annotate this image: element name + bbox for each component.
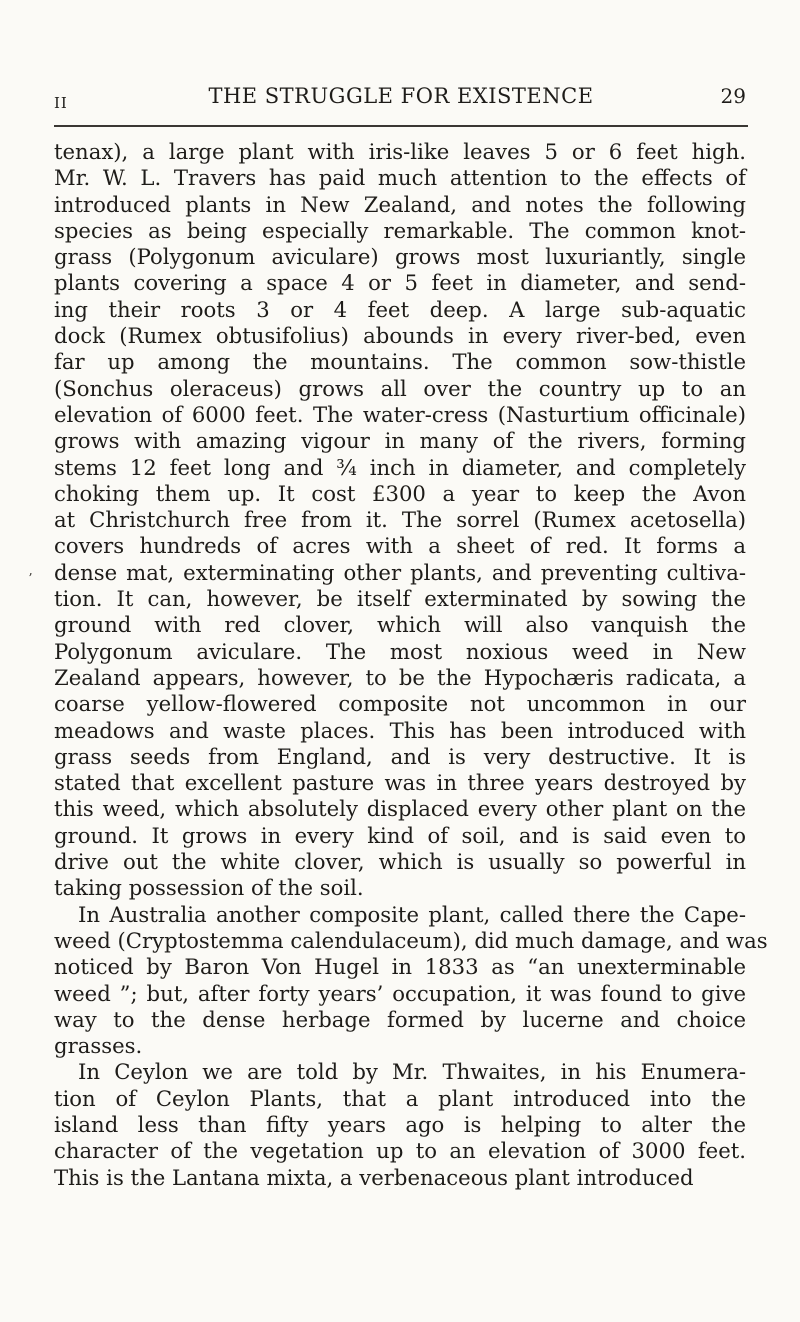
text-line: weed ”; but, after forty years’ occupation, it was found to give xyxy=(54,980,746,1006)
text-line: grows with amazing vigour in many of the rivers, forming xyxy=(54,428,746,454)
text-line: noticed by Baron Von Hugel in 1833 as “an unexterminable xyxy=(54,954,746,980)
text-line: Zealand appears, however, to be the Hypochæris radicata, a xyxy=(54,664,746,690)
text-line: tion of Ceylon Plants, that a plant introduced into the xyxy=(54,1085,746,1111)
text-line: this weed, which absolutely displaced every other plant on the xyxy=(54,796,746,822)
text-line: (Sonchus oleraceus) grows all over the country up to an xyxy=(54,375,746,401)
margin-mark: ʼ xyxy=(28,572,33,587)
text-line: grasses. xyxy=(54,1033,143,1059)
text-line: covers hundreds of acres with a sheet of red. It forms a xyxy=(54,533,746,559)
text-line: In Australia another composite plant, called there the Cape- xyxy=(78,901,746,927)
text-line: tenax), a large plant with iris-like leaves 5 or 6 feet high. xyxy=(54,139,746,164)
text-line: introduced plants in New Zealand, and notes the following xyxy=(54,191,746,217)
text-line: This is the Lantana mixta, a verbenaceous plant introduced xyxy=(54,1164,694,1190)
running-title: THE STRUGGLE FOR EXISTENCE xyxy=(208,84,594,108)
text-line: Polygonum aviculare. The most noxious weed in New xyxy=(54,638,746,664)
text-line: coarse yellow-flowered composite not uncommon in our xyxy=(54,691,746,717)
text-line: weed (Cryptostemma calendulaceum), did much damage, and was xyxy=(54,927,768,953)
text-line: drive out the white clover, which is usually so powerful in xyxy=(54,849,746,875)
text-line: way to the dense herbage formed by lucerne and choice xyxy=(54,1006,746,1032)
text-line: elevation of 6000 feet. The water-cress (Nasturtium officinale) xyxy=(54,401,746,427)
text-line: tion. It can, however, be itself exterminated by sowing the xyxy=(54,586,746,612)
text-line: far up among the mountains. The common sow-thistle xyxy=(54,349,746,375)
header-rule xyxy=(54,125,748,127)
text-line: ground. It grows in every kind of soil, and is said even to xyxy=(54,822,746,848)
chapter-numeral: II xyxy=(54,94,68,112)
text-line: In Ceylon we are told by Mr. Thwaites, in his Enumera- xyxy=(78,1059,746,1085)
text-line: grass seeds from England, and is very destructive. It is xyxy=(54,743,746,769)
page-number: 29 xyxy=(720,84,746,108)
text-line: species as being especially remarkable. The common knot- xyxy=(54,217,746,243)
text-line: stems 12 feet long and ¾ inch in diameter, and completely xyxy=(54,454,746,480)
text-line: character of the vegetation up to an elevation of 3000 feet. xyxy=(54,1138,746,1164)
text-line: stated that excellent pasture was in three years destroyed by xyxy=(54,770,746,796)
text-line: at Christchurch free from it. The sorrel (Rumex acetosella) xyxy=(54,507,746,533)
text-line: dock (Rumex obtusifolius) abounds in every river-bed, even xyxy=(54,323,746,349)
text-line: grass (Polygonum aviculare) grows most luxuriantly, single xyxy=(54,244,746,270)
text-line: ground with red clover, which will also vanquish the xyxy=(54,612,746,638)
text-line: plants covering a space 4 or 5 feet in diameter, and send- xyxy=(54,270,746,296)
body-text xyxy=(54,139,768,1191)
text-line: meadows and waste places. This has been introduced with xyxy=(54,717,746,743)
text-line: dense mat, exterminating other plants, and preventing cultiva- xyxy=(54,559,746,585)
text-line: choking them up. It cost £300 a year to keep the Avon xyxy=(54,480,746,506)
text-line: Mr. W. L. Travers has paid much attention to the effects of xyxy=(54,165,746,191)
text-line: ing their roots 3 or 4 feet deep. A large sub-aquatic xyxy=(54,296,746,322)
text-line: island less than fifty years ago is helping to alter the xyxy=(54,1111,746,1137)
running-head xyxy=(54,84,748,114)
text-line: taking possession of the soil. xyxy=(54,875,364,901)
